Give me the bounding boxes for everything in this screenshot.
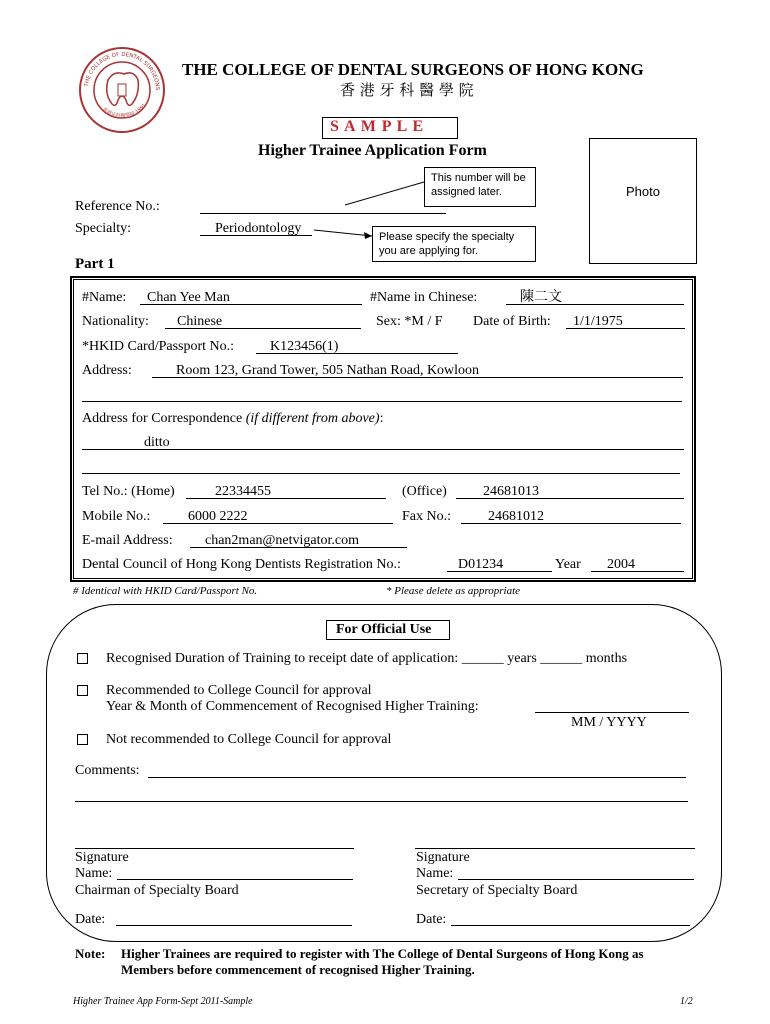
chairman-name-input[interactable] (117, 879, 353, 880)
note-label: Note: (75, 946, 106, 961)
secretary-date-label: Date: (416, 912, 447, 927)
hkid-value: K123456(1) (270, 339, 339, 354)
college-seal (78, 46, 166, 134)
hkid-label: *HKID Card/Passport No.: (82, 339, 235, 354)
chairman-title: Chairman of Specialty Board (75, 883, 239, 898)
tel-home-label: Tel No.: (Home) (82, 484, 175, 499)
callout-number (424, 167, 536, 207)
callout-number-pointer (340, 180, 430, 210)
comments-label: Comments: (75, 763, 140, 778)
registration-label: Dental Council of Hong Kong Dentists Registration No.: (82, 557, 401, 572)
specialty-label: Specialty: (75, 221, 131, 236)
address-value: Room 123, Grand Tower, 505 Nathan Road, Kowloon (176, 363, 480, 378)
address-input-line2[interactable] (82, 401, 682, 402)
name-label: #Name: (82, 290, 127, 305)
secretary-title: Secretary of Specialty Board (416, 883, 578, 898)
reference-input[interactable] (200, 213, 446, 214)
delete-note: * Please delete as appropriate (386, 585, 521, 597)
nationality-value: Chinese (177, 314, 223, 329)
year-input[interactable] (591, 571, 684, 572)
photo-label: Photo (626, 184, 660, 199)
mm-yyyy-label: MM / YYYY (571, 715, 647, 730)
sample-stamp-text: S A M P L E (330, 118, 425, 135)
tel-home-value: 22334455 (215, 484, 271, 499)
college-title: THE COLLEGE OF DENTAL SURGEONS OF HONG KONG (182, 60, 644, 79)
chairman-signature-line[interactable] (75, 848, 354, 849)
footer-page-number: 1/2 (680, 996, 693, 1007)
recognised-duration-text: Recognised Duration of Training to receipt date of application: ______ years ______ months (106, 651, 628, 666)
name-value: Chan Yee Man (147, 290, 230, 305)
nationality-label: Nationality: (82, 314, 149, 329)
fax-label: Fax No.: (402, 509, 451, 524)
correspondence-input-line2[interactable] (82, 473, 680, 474)
callout-specialty-text: Please specify the specialty you are applying for. (379, 231, 515, 257)
not-recommended-checkbox[interactable] (77, 734, 88, 745)
recognised-duration-checkbox[interactable] (77, 653, 88, 664)
part1-heading: Part 1 (75, 256, 115, 272)
callout-specialty (372, 226, 536, 262)
tel-office-value: 24681013 (483, 484, 539, 499)
chairman-date-input[interactable] (116, 925, 352, 926)
registration-value: D01234 (458, 557, 504, 572)
note-line1: Higher Trainees are required to register with The College of Dental Surgeons of Hong Kong as (121, 946, 644, 961)
correspondence-input[interactable] (82, 449, 684, 450)
year-label: Year (555, 557, 581, 572)
year-value: 2004 (607, 557, 635, 572)
email-value: chan2man@netvigator.com (205, 533, 360, 548)
dob-label: Date of Birth: (473, 314, 551, 329)
form-title: Higher Trainee Application Form (258, 142, 487, 159)
secretary-date-input[interactable] (451, 925, 690, 926)
tel-office-label: (Office) (402, 484, 447, 499)
correspondence-label (82, 411, 383, 427)
identical-note: # Identical with HKID Card/Passport No. (73, 585, 258, 597)
recommended-text: Recommended to College Council for approval (106, 683, 372, 698)
not-recommended-text: Not recommended to College Council for approval (106, 732, 392, 747)
name-chinese-label: #Name in Chinese: (370, 290, 478, 305)
callout-number-text: This number will be assigned later. (431, 172, 526, 198)
college-title-chinese: 香 港 牙 科 醫 學 院 (340, 81, 474, 99)
commencement-text: Year & Month of Commencement of Recognised Higher Training: (106, 699, 479, 714)
correspondence-label-text: Address for Correspondence (82, 411, 243, 426)
chairman-signature-label: Signature (75, 850, 129, 865)
svg-text:THE COLLEGE OF DENTAL SURGEONS: THE COLLEGE OF DENTAL SURGEONS (84, 51, 161, 91)
fax-value: 24681012 (488, 509, 544, 524)
email-label: E-mail Address: (82, 533, 173, 548)
photo-box[interactable] (589, 138, 697, 264)
official-use-heading: For Official Use (336, 622, 432, 637)
correspondence-note: (if different from above) (245, 411, 380, 426)
secretary-signature-label: Signature (416, 850, 470, 865)
correspondence-value: ditto (144, 435, 170, 450)
sex-label[interactable]: Sex: *M / F (376, 314, 443, 329)
chairman-name-label: Name: (75, 866, 113, 881)
specialty-value: Periodontology (215, 221, 302, 236)
name-chinese-value: 陳二文 (520, 289, 562, 305)
mobile-label: Mobile No.: (82, 509, 151, 524)
comments-input-line2[interactable] (75, 801, 688, 802)
recommended-checkbox[interactable] (77, 685, 88, 696)
svg-text:香港牙科醫學院 1991: 香港牙科醫學院 1991 (100, 102, 148, 120)
dob-value: 1/1/1975 (573, 314, 623, 329)
secretary-name-label: Name: (416, 866, 454, 881)
callout-specialty-pointer (312, 224, 376, 244)
note-line2: Members before commencement of recognised Higher Training. (121, 962, 475, 977)
reference-label: Reference No.: (75, 199, 160, 214)
mobile-value: 6000 2222 (188, 509, 248, 524)
commencement-input[interactable] (535, 712, 689, 713)
chairman-date-label: Date: (75, 912, 106, 927)
footer-form-id: Higher Trainee App Form-Sept 2011-Sample (73, 996, 253, 1007)
secretary-signature-line[interactable] (415, 848, 695, 849)
address-label: Address: (82, 363, 132, 378)
correspondence-colon: : (379, 411, 384, 426)
comments-input[interactable] (148, 777, 686, 778)
secretary-name-input[interactable] (458, 879, 694, 880)
